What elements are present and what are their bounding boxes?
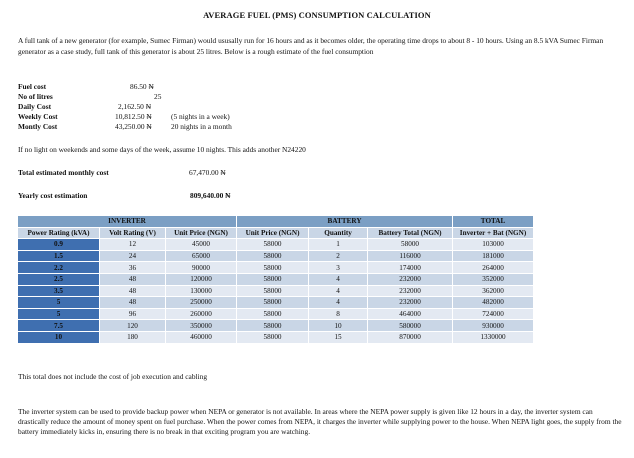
table-cell: 58000 <box>237 308 309 320</box>
power-rating-cell: 3.5 <box>18 285 100 297</box>
table-cell: 580000 <box>368 320 453 332</box>
cost-value: 2,162.50 ₦ <box>118 102 152 111</box>
intro-paragraph: A full tank of a new generator (for example, Sumec Firman) would ususally run for 16 hours and as it becomes older, the operating time drops to about 8 - 10 hours. Using an 8.5 kVA Sumec Firman generator as a case study, full tank of this generator is about 25 litres. Below is a rough estimate of the fuel consumption <box>18 36 604 56</box>
inverter-paragraph: The inverter system can be used to provide backup power when NEPA or generator is not available. In areas where the NEPA power supply is given like 12 hours in a day, the inverter system can drastically reduce the amount of money spent on fuel purchase. When the power comes from NEPA, it charges the inverter while supplying power to the house. When NEPA light goes, the supply from the battery immediately kicks in, ensuring there is no break in that exciting program you are watching. <box>18 407 622 437</box>
cost-label: Fuel cost <box>18 82 47 91</box>
column-header: Unit Price (NGN) <box>237 227 309 239</box>
table-cell: 116000 <box>368 250 453 262</box>
group-header-row <box>18 216 534 228</box>
table-cell: 362000 <box>453 285 534 297</box>
table-cell: 232000 <box>368 273 453 285</box>
price-table <box>17 215 534 344</box>
table-cell: 4 <box>309 285 368 297</box>
power-rating-cell: 2.2 <box>18 262 100 274</box>
table-cell: 870000 <box>368 331 453 343</box>
weekend-note: If no light on weekends and some days of the week, assume 10 nights. This adds another N24220 <box>18 145 306 154</box>
table-row <box>18 285 534 297</box>
table-row <box>18 273 534 285</box>
table-cell: 58000 <box>237 250 309 262</box>
footnote: This total does not include the cost of job execution and cabling <box>18 372 208 381</box>
power-rating-cell: 5 <box>18 308 100 320</box>
table-cell: 352000 <box>453 273 534 285</box>
column-header: Quantity <box>309 227 368 239</box>
cost-label: Montly Cost <box>18 122 58 131</box>
column-header: Power Rating (kVA) <box>18 227 100 239</box>
table-cell: 1 <box>309 239 368 251</box>
power-rating-cell: 1.5 <box>18 250 100 262</box>
table-cell: 96 <box>100 308 166 320</box>
table-cell: 4 <box>309 297 368 309</box>
power-rating-cell: 7.5 <box>18 320 100 332</box>
table-cell: 103000 <box>453 239 534 251</box>
table-cell: 232000 <box>368 297 453 309</box>
column-header-row <box>18 227 534 239</box>
table-cell: 58000 <box>237 331 309 343</box>
cost-label: No of litres <box>18 92 53 101</box>
total-yearly-row <box>18 191 231 200</box>
table-cell: 180 <box>100 331 166 343</box>
table-cell: 1330000 <box>453 331 534 343</box>
table-cell: 65000 <box>166 250 237 262</box>
cost-value: 43,250.00 ₦ <box>115 122 152 131</box>
total-monthly-label: Total estimated monthly cost <box>18 168 109 177</box>
total-yearly-value: 809,640.00 ₦ <box>190 191 231 200</box>
cost-value: 10,812.50 ₦ <box>115 112 152 121</box>
group-header-battery: BATTERY <box>237 216 453 228</box>
page-title: AVERAGE FUEL (PMS) CONSUMPTION CALCULATION <box>203 10 431 20</box>
total-monthly-row <box>18 168 226 177</box>
table-cell: 58000 <box>237 273 309 285</box>
table-cell: 58000 <box>368 239 453 251</box>
cost-value: 86.50 ₦ <box>130 82 154 91</box>
table-row <box>18 262 534 274</box>
table-cell: 58000 <box>237 262 309 274</box>
table-cell: 232000 <box>368 285 453 297</box>
table-cell: 120 <box>100 320 166 332</box>
table-cell: 58000 <box>237 320 309 332</box>
table-cell: 90000 <box>166 262 237 274</box>
column-header: Inverter + Bat (NGN) <box>453 227 534 239</box>
table-cell: 36 <box>100 262 166 274</box>
cost-note: 20 nights in a month <box>171 122 232 131</box>
power-rating-cell: 10 <box>18 331 100 343</box>
table-cell: 724000 <box>453 308 534 320</box>
cost-label: Weekly Cost <box>18 112 58 121</box>
table-cell: 350000 <box>166 320 237 332</box>
table-body <box>18 239 534 343</box>
table-cell: 120000 <box>166 273 237 285</box>
table-cell: 24 <box>100 250 166 262</box>
table-cell: 2 <box>309 250 368 262</box>
table-cell: 10 <box>309 320 368 332</box>
group-header-total: TOTAL <box>453 216 534 228</box>
table-cell: 174000 <box>368 262 453 274</box>
table-cell: 482000 <box>453 297 534 309</box>
total-yearly-label: Yearly cost estimation <box>18 191 88 200</box>
table-cell: 250000 <box>166 297 237 309</box>
group-header-inverter: INVERTER <box>18 216 237 228</box>
table-cell: 930000 <box>453 320 534 332</box>
table-row <box>18 320 534 332</box>
column-header: Unit Price (NGN) <box>166 227 237 239</box>
power-rating-cell: 2.5 <box>18 273 100 285</box>
table-cell: 15 <box>309 331 368 343</box>
power-rating-cell: 0.9 <box>18 239 100 251</box>
cost-note: (5 nights in a week) <box>171 112 230 121</box>
table-cell: 130000 <box>166 285 237 297</box>
table-cell: 264000 <box>453 262 534 274</box>
table-cell: 260000 <box>166 308 237 320</box>
table-cell: 8 <box>309 308 368 320</box>
column-header: Battery Total (NGN) <box>368 227 453 239</box>
cost-value: 25 <box>154 92 162 101</box>
column-header: Volt Rating (V) <box>100 227 166 239</box>
table-cell: 48 <box>100 297 166 309</box>
table-cell: 48 <box>100 273 166 285</box>
table-cell: 464000 <box>368 308 453 320</box>
table-row <box>18 297 534 309</box>
table-row <box>18 239 534 251</box>
table-cell: 45000 <box>166 239 237 251</box>
cost-label: Daily Cost <box>18 102 52 111</box>
table-cell: 181000 <box>453 250 534 262</box>
table-row <box>18 250 534 262</box>
table-cell: 48 <box>100 285 166 297</box>
table-cell: 460000 <box>166 331 237 343</box>
table-cell: 58000 <box>237 239 309 251</box>
total-monthly-value: 67,470.00 ₦ <box>189 168 226 177</box>
table-row <box>18 331 534 343</box>
table-cell: 58000 <box>237 297 309 309</box>
power-rating-cell: 5 <box>18 297 100 309</box>
table-cell: 3 <box>309 262 368 274</box>
table-row <box>18 308 534 320</box>
table-cell: 58000 <box>237 285 309 297</box>
table-cell: 12 <box>100 239 166 251</box>
table-cell: 4 <box>309 273 368 285</box>
